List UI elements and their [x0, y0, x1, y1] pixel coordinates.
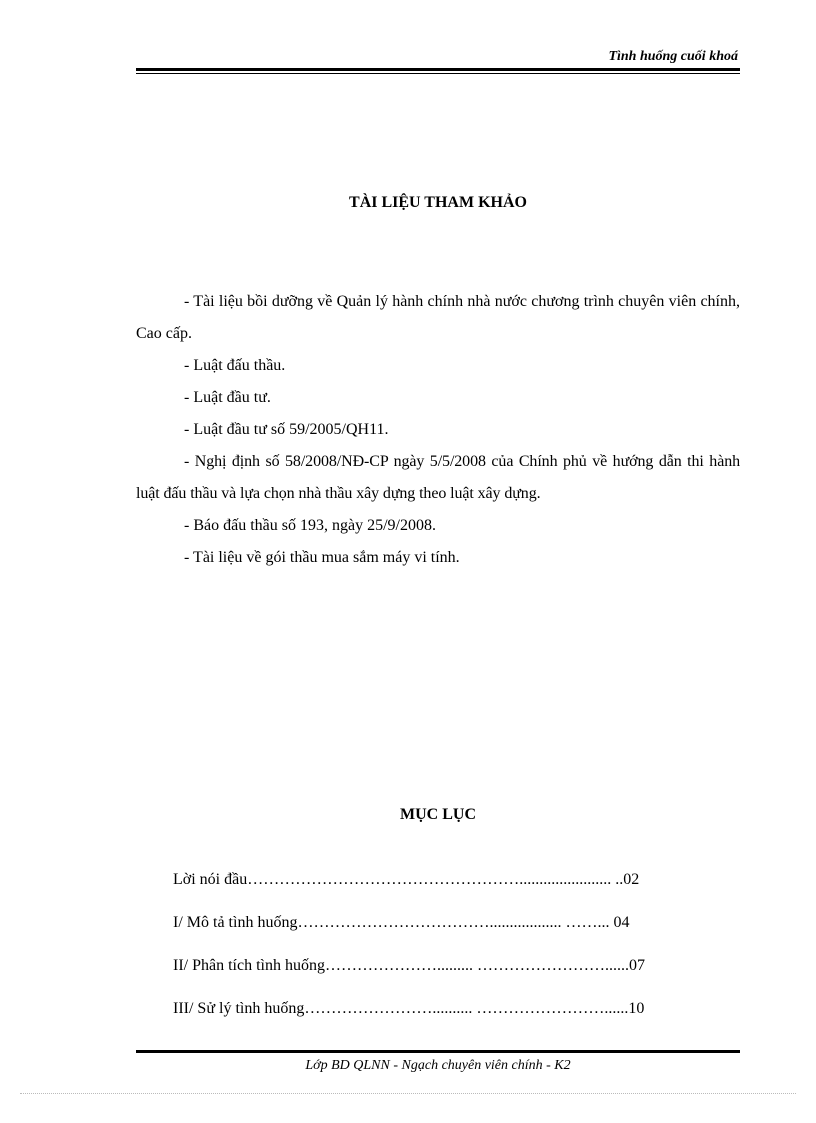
- reference-item: - Luật đầu tư số 59/2005/QH11.: [184, 421, 389, 438]
- reference-item: - Luật đấu thầu.: [184, 357, 286, 374]
- toc-entry[interactable]: Lời nói đầu……………………………………………....................... ..02: [173, 871, 640, 888]
- toc-entry[interactable]: II/ Phân tích tình huống…………………......... ……………………......07: [173, 957, 645, 974]
- reference-item: - Báo đấu thầu số 193, ngày 25/9/2008.: [184, 517, 436, 534]
- header-title: Tình huống cuối khoá: [608, 49, 738, 64]
- toc-entry[interactable]: I/ Mô tả tình huống……………………………….................. ……... 04: [173, 914, 630, 931]
- page-edge-divider: [20, 1093, 796, 1094]
- reference-item: - Nghị định số 58/2008/NĐ-CP ngày 5/5/2008 của Chính phủ về hướng dẫn thi hành luật đấu thầu và lựa chọn nhà thầu xây dựng theo luật xây dựng.: [136, 453, 740, 502]
- reference-item: - Tài liệu bồi dưỡng về Quản lý hành chính nhà nước chương trình chuyên viên chính, Cao cấp.: [136, 293, 740, 342]
- table-of-contents: [173, 865, 663, 1037]
- footer-text: Lớp BD QLNN - Ngạch chuyên viên chính - K2: [305, 1058, 571, 1073]
- reference-item: - Tài liệu về gói thầu mua sắm máy vi tính.: [184, 549, 460, 566]
- references-title: TÀI LIỆU THAM KHẢO: [349, 194, 527, 211]
- reference-item: - Luật đầu tư.: [184, 389, 271, 406]
- references-list: [136, 286, 740, 574]
- header-rule-thick: [136, 68, 740, 71]
- toc-title: MỤC LỤC: [400, 806, 476, 823]
- header-rule-thin: [136, 73, 740, 74]
- toc-entry[interactable]: III/ Sử lý tình huống…………………….......... ……………………......10: [173, 1000, 645, 1017]
- footer-rule: [136, 1050, 740, 1053]
